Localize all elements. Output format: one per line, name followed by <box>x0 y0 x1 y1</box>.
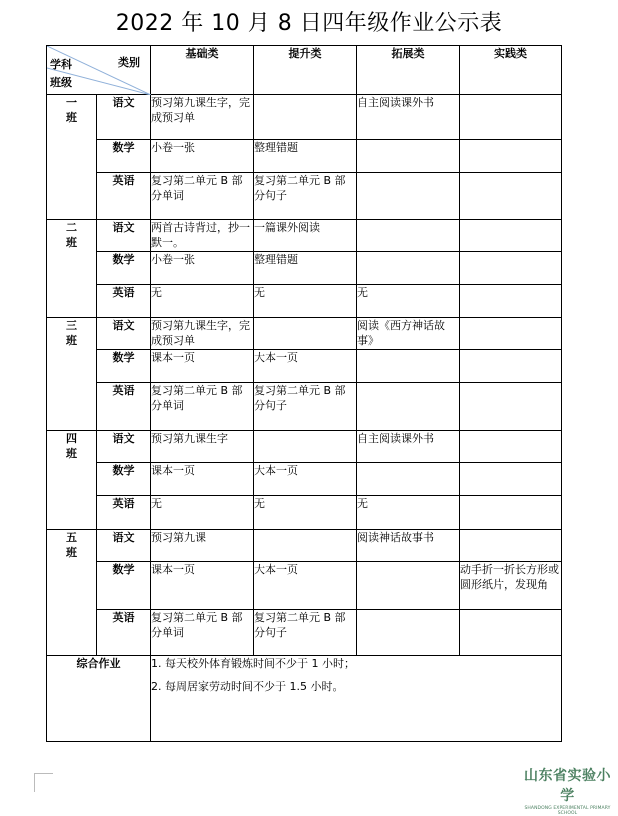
corner-category-label: 类别 <box>118 56 140 69</box>
cell-practice <box>460 95 562 140</box>
class-label: 四 班 <box>47 431 97 530</box>
table-row <box>47 431 562 463</box>
table-row <box>47 285 562 318</box>
cell-advanced <box>254 318 357 350</box>
cell-practice: 动手折一折长方形或圆形纸片，发现角 <box>460 562 562 610</box>
column-header-basic: 基础类 <box>151 46 254 95</box>
class-label: 三 班 <box>47 318 97 431</box>
subject-label: 语文 <box>97 318 151 350</box>
cell-basic: 预习第九课生字，完成预习单 <box>151 318 254 350</box>
school-logo-english: SHANDONG EXPERIMENTAL PRIMARY SCHOOL <box>524 806 611 816</box>
cell-practice <box>460 463 562 496</box>
cell-basic: 复习第二单元 B 部分单词 <box>151 173 254 220</box>
cell-extension: 无 <box>357 496 460 530</box>
cell-extension <box>357 140 460 173</box>
subject-label: 语文 <box>97 220 151 252</box>
school-logo <box>520 765 615 816</box>
column-header-extension: 拓展类 <box>357 46 460 95</box>
subject-label: 数学 <box>97 562 151 610</box>
cell-advanced: 无 <box>254 285 357 318</box>
cell-practice <box>460 220 562 252</box>
cell-practice <box>460 610 562 656</box>
table-row <box>47 496 562 530</box>
cell-practice <box>460 285 562 318</box>
cell-basic: 课本一页 <box>151 350 254 383</box>
comprehensive-item: 2. 每周居家劳动时间不少于 1.5 小时。 <box>151 680 344 693</box>
comprehensive-items <box>151 656 562 742</box>
subject-label: 数学 <box>97 140 151 173</box>
table-row <box>47 318 562 350</box>
cell-basic: 预习第九课生字 <box>151 431 254 463</box>
cell-practice <box>460 496 562 530</box>
cell-advanced: 复习第二单元 B 部分句子 <box>254 383 357 431</box>
cell-practice <box>460 350 562 383</box>
table-body <box>47 95 562 656</box>
cell-basic: 复习第二单元 B 部分单词 <box>151 610 254 656</box>
comprehensive-item: 1. 每天校外体育锻炼时间不少于 1 小时； <box>151 657 355 670</box>
cell-advanced: 大本一页 <box>254 562 357 610</box>
class-label: 二 班 <box>47 220 97 318</box>
cell-extension: 无 <box>357 285 460 318</box>
cell-extension <box>357 383 460 431</box>
corner-subject-label: 学科 <box>50 58 72 71</box>
comprehensive-label: 综合作业 <box>47 656 151 742</box>
subject-label: 英语 <box>97 610 151 656</box>
subject-label: 语文 <box>97 530 151 562</box>
cell-advanced: 无 <box>254 496 357 530</box>
subject-label: 语文 <box>97 95 151 140</box>
cell-advanced: 整理错题 <box>254 252 357 285</box>
cell-extension: 自主阅读课外书 <box>357 431 460 463</box>
cell-advanced: 整理错题 <box>254 140 357 173</box>
cell-advanced <box>254 431 357 463</box>
cell-basic: 课本一页 <box>151 562 254 610</box>
cell-extension <box>357 252 460 285</box>
column-header-advanced: 提升类 <box>254 46 357 95</box>
subject-label: 英语 <box>97 496 151 530</box>
table-row <box>47 463 562 496</box>
cell-advanced: 复习第二单元 B 部分句子 <box>254 610 357 656</box>
table-row <box>47 610 562 656</box>
class-label: 一 班 <box>47 95 97 220</box>
cell-basic: 预习第九课 <box>151 530 254 562</box>
cell-basic: 课本一页 <box>151 463 254 496</box>
cell-advanced: 一篇课外阅读 <box>254 220 357 252</box>
homework-table <box>46 45 562 742</box>
page-title: 2022 年 10 月 8 日四年级作业公示表 <box>115 11 503 36</box>
column-header-practice: 实践类 <box>460 46 562 95</box>
cell-practice <box>460 318 562 350</box>
subject-label: 英语 <box>97 173 151 220</box>
cell-basic: 预习第九课生字，完成预习单 <box>151 95 254 140</box>
table-row <box>47 173 562 220</box>
cell-basic: 小卷一张 <box>151 140 254 173</box>
subject-label: 数学 <box>97 350 151 383</box>
cell-advanced: 大本一页 <box>254 463 357 496</box>
page-corner-mark <box>34 773 53 792</box>
cell-extension: 自主阅读课外书 <box>357 95 460 140</box>
cell-extension <box>357 173 460 220</box>
subject-label: 英语 <box>97 285 151 318</box>
subject-label: 语文 <box>97 431 151 463</box>
cell-extension <box>357 610 460 656</box>
cell-basic: 小卷一张 <box>151 252 254 285</box>
table-row <box>47 530 562 562</box>
cell-advanced: 大本一页 <box>254 350 357 383</box>
cell-extension <box>357 220 460 252</box>
cell-practice <box>460 252 562 285</box>
cell-extension <box>357 463 460 496</box>
cell-basic: 无 <box>151 285 254 318</box>
cell-practice <box>460 431 562 463</box>
corner-class-label: 班级 <box>50 76 72 89</box>
cell-practice <box>460 173 562 220</box>
cell-practice <box>460 383 562 431</box>
cell-advanced <box>254 95 357 140</box>
cell-practice <box>460 530 562 562</box>
table-corner-header <box>47 46 151 95</box>
table-row <box>47 383 562 431</box>
cell-basic: 两首古诗背过，抄一默一。 <box>151 220 254 252</box>
table-row <box>47 95 562 140</box>
cell-practice <box>460 140 562 173</box>
cell-advanced <box>254 530 357 562</box>
table-row <box>47 140 562 173</box>
cell-extension <box>357 562 460 610</box>
cell-extension: 阅读神话故事书 <box>357 530 460 562</box>
cell-advanced: 复习第二单元 B 部分句子 <box>254 173 357 220</box>
subject-label: 数学 <box>97 252 151 285</box>
table-row <box>47 350 562 383</box>
cell-basic: 无 <box>151 496 254 530</box>
table-row <box>47 220 562 252</box>
table-row <box>47 252 562 285</box>
subject-label: 英语 <box>97 383 151 431</box>
cell-extension: 阅读《西方神话故事》 <box>357 318 460 350</box>
class-label: 五 班 <box>47 530 97 656</box>
school-logo-name: 山东省实验小学 <box>524 768 611 804</box>
cell-extension <box>357 350 460 383</box>
subject-label: 数学 <box>97 463 151 496</box>
table-row <box>47 562 562 610</box>
cell-basic: 复习第二单元 B 部分单词 <box>151 383 254 431</box>
